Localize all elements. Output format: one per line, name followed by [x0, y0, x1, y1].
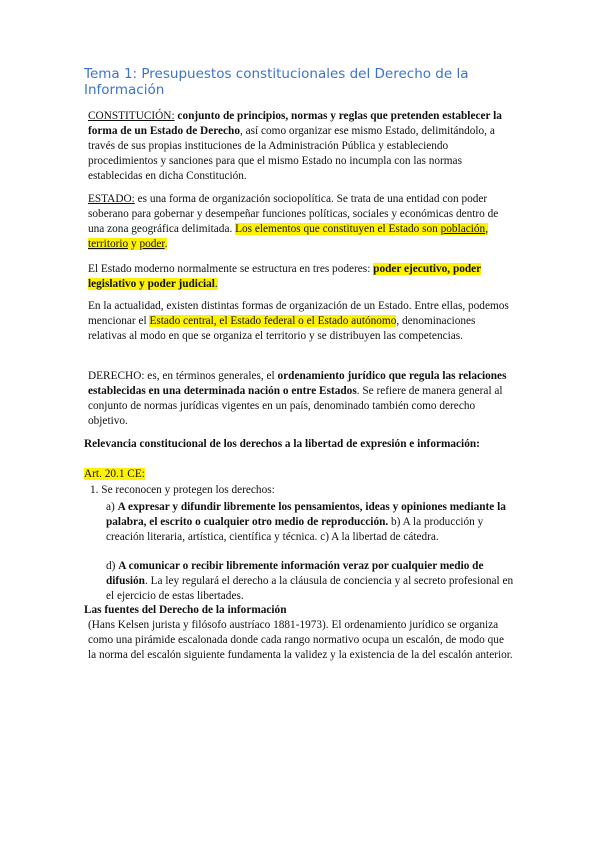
estado-sep-2: y	[128, 238, 140, 250]
formas-text-2: , denominaciones relativas al modo en que se organiza el territorio y se distribuyen las competencias.	[88, 315, 476, 342]
poderes-list: poder ejecutivo, poder legislativo y poder judicial	[88, 263, 482, 290]
document-title: Tema 1: Presupuestos constitucionales del Derecho de la Información	[84, 66, 469, 98]
poderes-text: El Estado moderno normalmente se estructura en tres poderes:	[88, 263, 374, 275]
formas-paragraph	[88, 299, 513, 344]
estado-paragraph	[88, 192, 513, 252]
constitucion-rest: , así como organizar ese mismo Estado, delimitándolo, a través de sus propias instituciones de la Administración Pública y estableciendo procedimientos y sanciones para que el mismo Estado no incumpla con las normas establecidas en dicha Constitución.	[88, 125, 495, 182]
fuentes-paragraph: (Hans Kelsen jurista y filósofo austríaco 1881-1973). El ordenamiento jurídico se organiza como una pirámide escalonada donde cada rango normativo ocupa un escalón, de modo que la norma del escalón siguiente fundamenta la validez y la existencia de la del escalón anterior.	[88, 619, 513, 661]
constitucion-definition: conjunto de principios, normas y reglas que pretenden establecer la forma de un Estado de Derecho	[88, 110, 502, 137]
estado-element-poblacion: población	[440, 223, 486, 235]
derecho-paragraph	[88, 369, 513, 429]
item-a-rest: b) A la producción y creación literaria, artística, científica y técnica. c) A la libertad de cátedra.	[106, 516, 484, 543]
item-d-rest: . La ley regulará el derecho a la cláusula de conciencia y al secreto profesional en el ejercicio de estas libertades.	[106, 575, 514, 602]
poderes-end: .	[214, 278, 218, 290]
item-d-prefix: d)	[106, 560, 119, 572]
item-a-prefix: a)	[106, 501, 118, 513]
fuentes-heading: Las fuentes del Derecho de la información	[84, 604, 287, 616]
estado-element-territorio: territorio	[88, 238, 129, 250]
article-item-d	[106, 559, 516, 604]
article-label-text: Art. 20.1 CE:	[84, 468, 145, 480]
estado-element-poder: poder	[139, 238, 165, 250]
estado-elements-intro: Los elementos que constituyen el Estado son	[235, 223, 441, 235]
item-a-bold: A expresar y difundir libremente los pensamientos, ideas y opiniones mediante la palabra, el escrito o cualquier otro medio de reproducción.	[106, 501, 506, 528]
article-label	[84, 467, 145, 482]
estado-text: es una forma de organización sociopolítica. Se trata de una entidad con poder soberano para gobernar y desempeñar funciones políticas, sociales y económicas dentro de una zona geográfica delimitada.	[88, 193, 499, 235]
formas-text-1: En la actualidad, existen distintas formas de organización de un Estado. Entre ellas, podemos mencionar el	[88, 300, 509, 327]
poderes-paragraph	[88, 262, 513, 292]
estado-end: .	[164, 238, 168, 250]
article-item-a	[106, 500, 516, 545]
derecho-text-1: DERECHO: es, en términos generales, el	[88, 370, 278, 382]
estado-sep-1: ,	[485, 223, 489, 235]
relevancia-heading: Relevancia constitucional de los derechos a la libertad de expresión e información:	[84, 438, 480, 450]
derecho-text-2: . Se refiere de manera general al conjunto de normas jurídicas vigentes en un país, denominado también como derecho objetivo.	[88, 385, 503, 427]
constitucion-paragraph	[88, 109, 508, 184]
item-d-bold: A comunicar o recibir libremente información veraz por cualquier medio de difusión	[106, 560, 484, 587]
estado-term: ESTADO:	[88, 193, 135, 205]
constitucion-term: CONSTITUCIÓN:	[88, 110, 175, 122]
article-intro: 1. Se reconocen y protegen los derechos:	[90, 484, 275, 496]
derecho-definition: ordenamiento jurídico que regula las relaciones establecidas en una determinada nación o entre Estados	[88, 370, 507, 397]
formas-highlight: Estado central, el Estado federal o el Estado autónomo	[149, 315, 397, 327]
